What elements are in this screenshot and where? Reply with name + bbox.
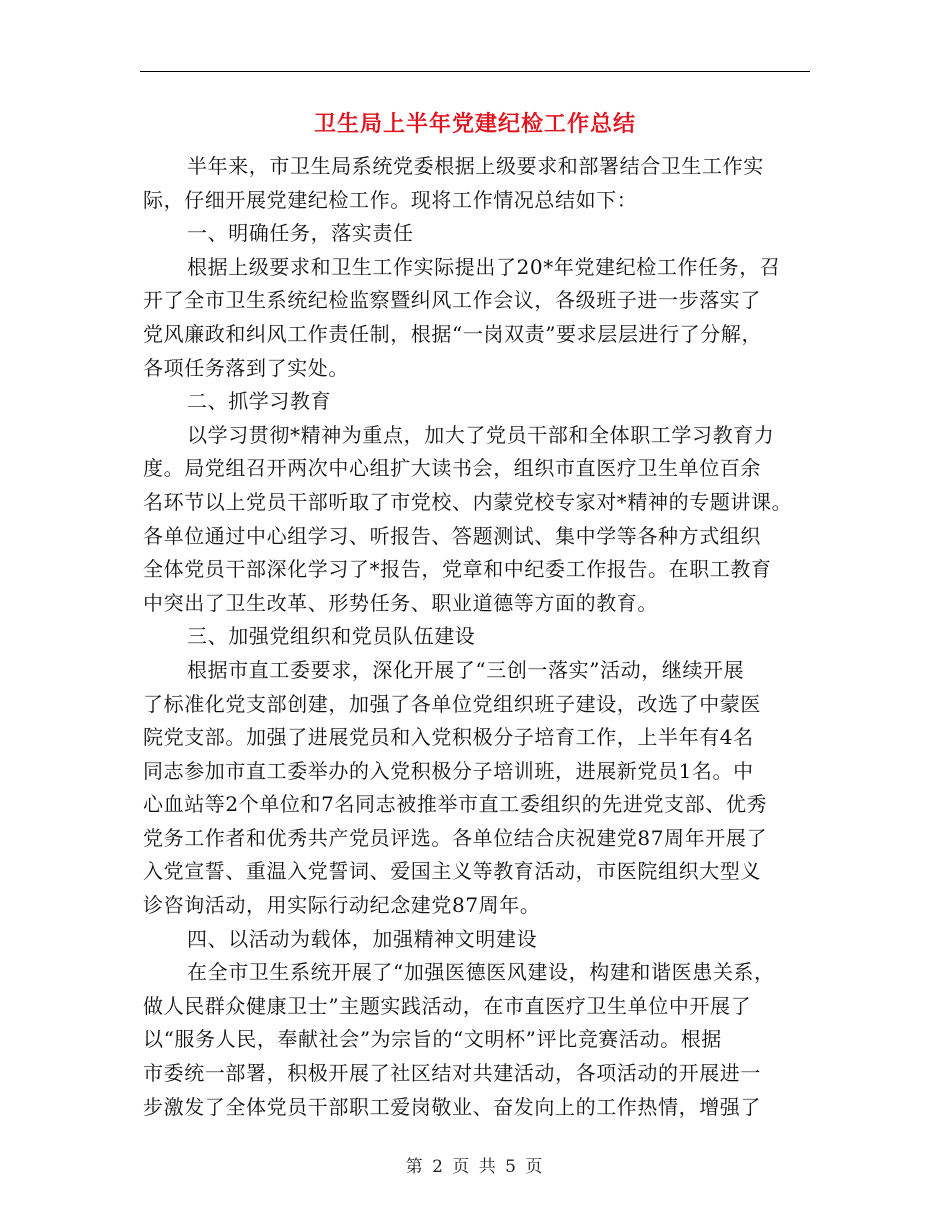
section-heading: 四、以活动为载体，加强精神文明建设: [187, 926, 538, 951]
body-line: 诊咨询活动，用实际行动纪念建党87周年。: [143, 893, 541, 918]
body-line: 了标准化党支部创建，加强了各单位党组织班子建设，改选了中蒙医: [143, 691, 761, 716]
section-heading: 一、明确任务，落实责任: [187, 221, 414, 246]
body-line: 际，仔细开展党建纪检工作。现将工作情况总结如下：: [143, 187, 638, 212]
body-line: 根据上级要求和卫生工作实际提出了20*年党建纪检工作任务，召: [187, 254, 781, 279]
body-line: 入党宣誓、重温入党誓词、爱国主义等教育活动，市医院组织大型义: [143, 859, 761, 884]
body-line: 度。局党组召开两次中心组扩大读书会，组织市直医疗卫生单位百余: [143, 456, 761, 481]
body-line: 以学习贯彻*精神为重点，加大了党员干部和全体职工学习教育力: [187, 422, 775, 447]
body-line: 中突出了卫生改革、形势任务、职业道德等方面的教育。: [143, 590, 658, 615]
body-line: 步激发了全体党员干部职工爱岗敬业、奋发向上的工作热情，增强了: [143, 1094, 761, 1119]
section-heading: 二、抓学习教育: [187, 389, 332, 414]
body-line: 院党支部。加强了进展党员和入党积极分子培育工作，上半年有4名: [143, 725, 754, 750]
body-line: 党风廉政和纠风工作责任制，根据“一岗双责”要求层层进行了分解，: [143, 321, 763, 346]
body-line: 心血站等2个单位和7名同志被推举市直工委组织的先进党支部、优秀: [143, 792, 768, 817]
body-line: 半年来，市卫生局系统党委根据上级要求和部署结合卫生工作实: [187, 154, 764, 178]
body-line: 在全市卫生系统开展了“加强医德医风建设，构建和谐医患关系，: [187, 960, 775, 985]
body-line: 做人民群众健康卫士”主题实践活动，在市直医疗卫生单位中开展了: [143, 993, 752, 1018]
body-line: 以“服务人民，奉献社会”为宗旨的“文明杯”评比竞赛活动。根据: [143, 1027, 722, 1052]
page-footer: 第 2 页 共 5 页: [405, 1157, 545, 1177]
header-rule: [140, 71, 810, 72]
body-line: 根据市直工委要求，深化开展了“三创一落实”活动，继续开展: [187, 657, 745, 682]
body-line: 各项任务落到了实处。: [143, 355, 349, 380]
section-heading: 三、加强党组织和党员队伍建设: [187, 624, 476, 649]
body-line: 名环节以上党员干部听取了市党校、内蒙党校专家对*精神的专题讲课。: [143, 489, 793, 514]
body-line: 同志参加市直工委举办的入党积极分子培训班，进展新党员1名。中: [143, 758, 754, 783]
body-line: 全体党员干部深化学习了*报告，党章和中纪委工作报告。在职工教育: [143, 557, 772, 582]
body-line: 党务工作者和优秀共产党员评选。各单位结合庆祝建党87周年开展了: [143, 825, 768, 850]
body-line: 开了全市卫生系统纪检监察暨纠风工作会议，各级班子进一步落实了: [143, 288, 761, 313]
document-body: [143, 150, 815, 1124]
document-title: 卫生局上半年党建纪检工作总结: [313, 112, 636, 137]
body-line: 各单位通过中心组学习、听报告、答题测试、集中学等各种方式组织: [143, 523, 761, 548]
body-line: 市委统一部署，积极开展了社区结对共建活动，各项活动的开展进一: [143, 1061, 761, 1086]
